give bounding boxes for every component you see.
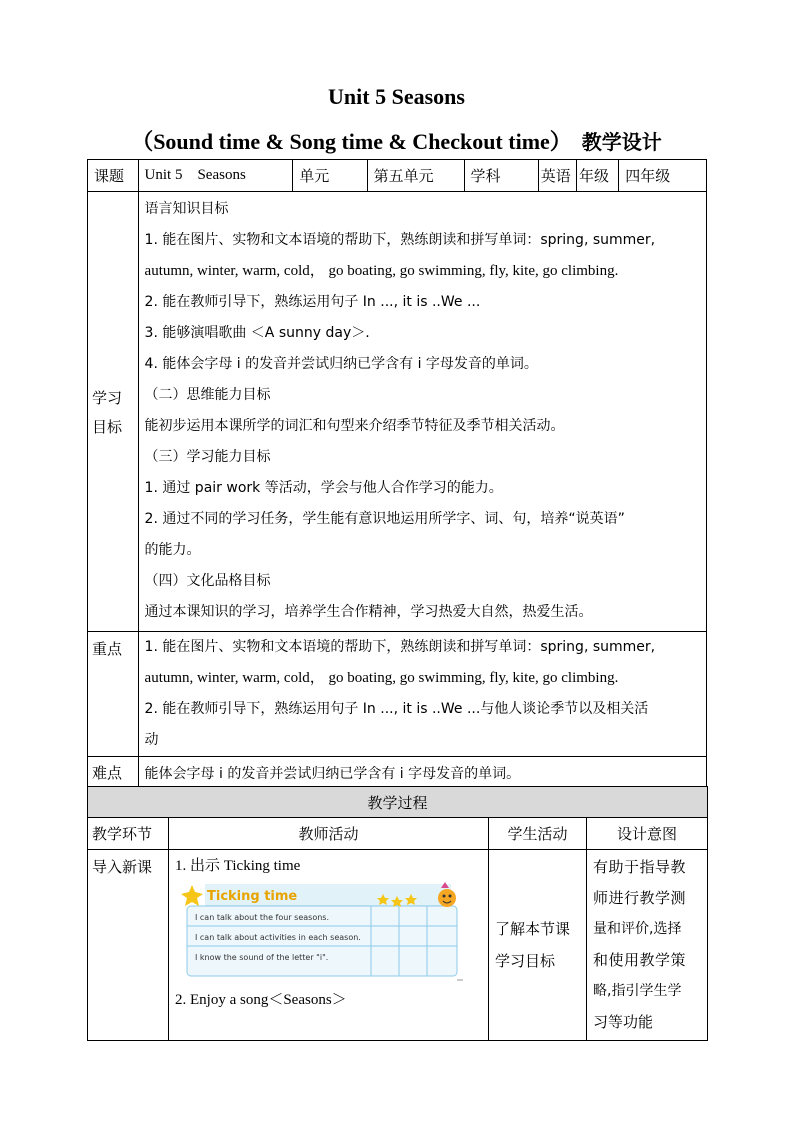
stage-cell: 导入新课 (88, 850, 169, 1041)
key-point-line: 2. 能在教师引导下，熟练运用句子 In ..., it is ..We ...与他人谈论季节以及相关活 (144, 701, 649, 717)
mascot-icon (438, 889, 456, 907)
grade-value: 四年级 (619, 160, 707, 192)
objective-line: 1. 能在图片、实物和文本语境的帮助下，熟练朗读和拼写单词：spring, summer, (144, 232, 656, 248)
unit-value: 第五单元 (367, 160, 464, 192)
student-activity-cell: 了解本节课 学习目标 (489, 850, 587, 1041)
process-row (88, 850, 708, 1041)
key-point-line: autumn, winter, warm, cold， go boating, go swimming, fly, kite, go climbing. (144, 670, 619, 686)
objective-line: （四）文化品格目标 (144, 573, 271, 589)
ticking-title: Ticking time (207, 889, 298, 904)
ticking-time-card (181, 880, 468, 986)
key-points-content (138, 632, 706, 757)
col-stage: 教学环节 (88, 818, 169, 850)
document-title: Unit 5 Seasons (328, 84, 465, 109)
grade-label: 年级 (576, 160, 618, 192)
subtitle-cn: 教学设计 (581, 130, 662, 154)
key-points-label: 重点 (88, 632, 139, 757)
col-intent: 设计意图 (587, 818, 708, 850)
objective-line: 3. 能够演唱歌曲 ＜A sunny day＞. (144, 325, 370, 341)
lesson-info-table (87, 159, 707, 789)
subject-value: 英语 (538, 160, 576, 192)
info-row (88, 160, 707, 192)
objective-line: 通过本课知识的学习，培养学生合作精神，学习热爱大自然，热爱生活。 (144, 604, 593, 620)
ticking-row: I can talk about activities in each season. (195, 933, 361, 942)
objectives-content (138, 192, 706, 632)
topic-label: 课题 (88, 160, 139, 192)
objective-line: 2. 通过不同的学习任务，学生能有意识地运用所学字、词、句，培养“说英语” (144, 511, 625, 527)
subtitle-en: （Sound time & Song time & Checkout time） (131, 129, 572, 154)
objective-line: autumn, winter, warm, cold， go boating, go swimming, fly, kite, go climbing. (144, 263, 619, 279)
objectives-label: 学习 目标 (88, 192, 139, 632)
difficulty-content: 能体会字母 i 的发音并尝试归纳已学含有 i 字母发音的单词。 (138, 757, 706, 789)
teacher-activity-cell (169, 850, 489, 1041)
ticking-time-illustration (181, 880, 468, 986)
objective-line: （三）学习能力目标 (144, 449, 271, 465)
objective-line: 1. 通过 pair work 等活动，学会与他人合作学习的能力。 (144, 480, 503, 496)
objective-line: 语言知识目标 (144, 201, 229, 217)
teaching-process-table (87, 786, 708, 1041)
process-header: 教学过程 (88, 787, 708, 818)
teacher-item: 1. 出示 Ticking time (175, 858, 301, 874)
objective-line: 能初步运用本课所学的词汇和句型来介绍季节特征及季节相关活动。 (144, 418, 565, 434)
col-teacher: 教师活动 (169, 818, 489, 850)
difficulty-row (88, 757, 707, 789)
process-columns-row (88, 818, 708, 850)
process-header-row (88, 787, 708, 818)
ticking-row: I can talk about the four seasons. (195, 913, 329, 922)
col-student: 学生活动 (489, 818, 587, 850)
key-points-row (88, 632, 707, 757)
key-point-line: 动 (144, 732, 159, 748)
objective-line: 4. 能体会字母 i 的发音并尝试归纳已学含有 i 字母发音的单词。 (144, 356, 538, 372)
design-intent-cell: 有助于指导教 师进行教学测 量和评价,选择 和使用教学策 略,指引学生学 习等功能 (587, 850, 708, 1041)
document-subtitle (0, 125, 793, 156)
unit-label: 单元 (293, 160, 367, 192)
objective-line: 的能力。 (144, 542, 201, 558)
difficulty-label: 难点 (88, 757, 139, 789)
subject-label: 学科 (464, 160, 538, 192)
teacher-item: 2. Enjoy a song＜Seasons＞ (175, 992, 347, 1008)
ticking-row: I know the sound of the letter "i". (195, 953, 329, 962)
objective-line: 2. 能在教师引导下，熟练运用句子 In ..., it is ..We ... (144, 294, 481, 310)
objective-line: （二）思维能力目标 (144, 387, 271, 403)
topic-value: Unit 5 Seasons (138, 160, 293, 192)
star-icon (181, 885, 203, 906)
objectives-row (88, 192, 707, 632)
key-point-line: 1. 能在图片、实物和文本语境的帮助下，熟练朗读和拼写单词：spring, summer, (144, 639, 656, 655)
